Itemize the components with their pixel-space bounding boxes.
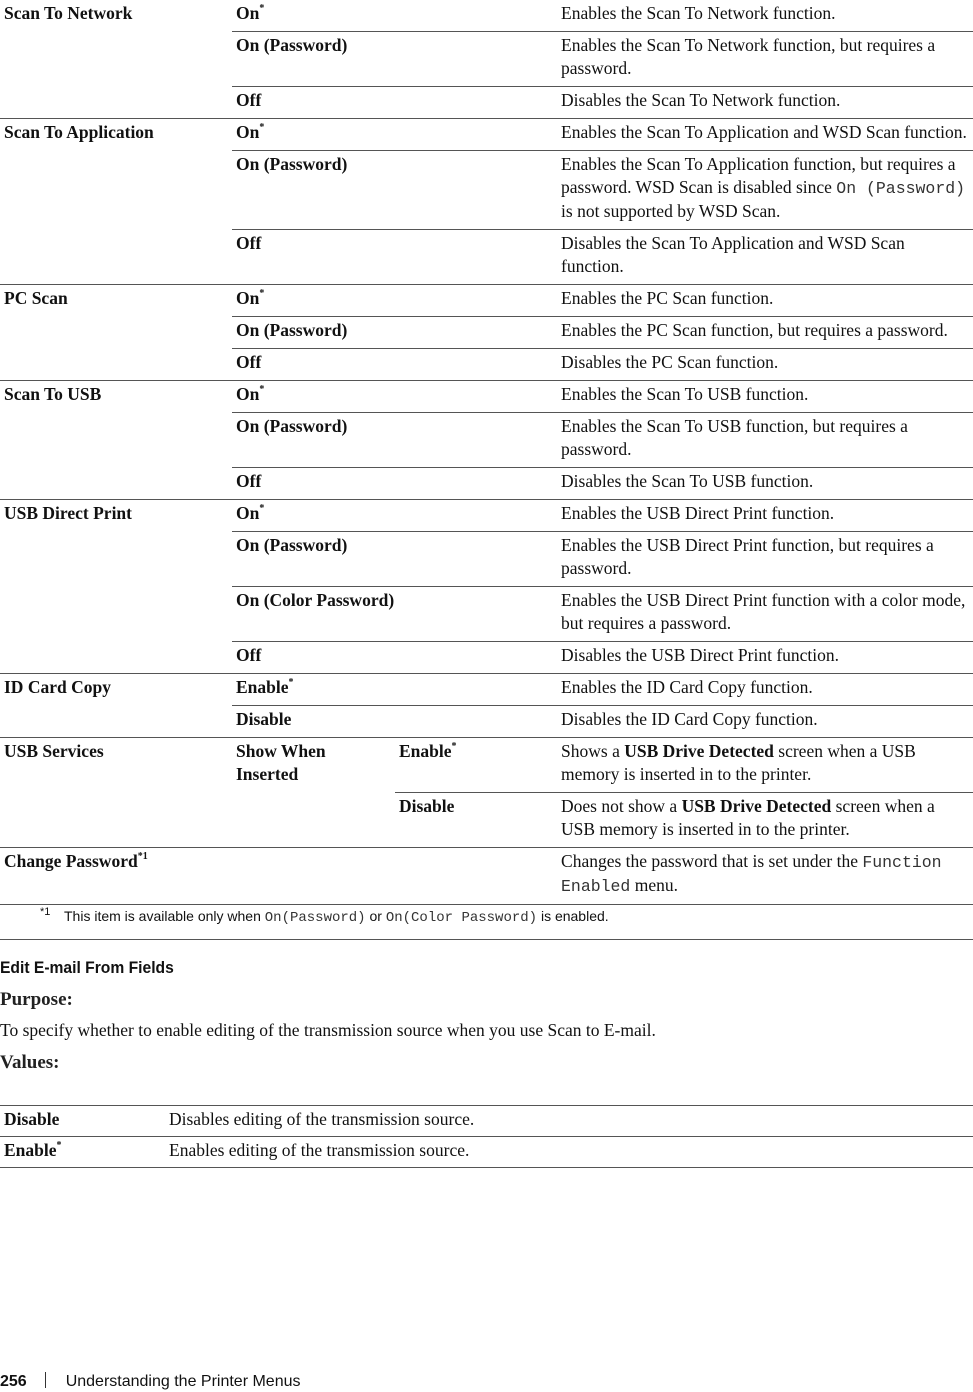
setting-cell: Off <box>232 230 557 285</box>
table-row <box>0 500 973 532</box>
values-heading: Values: <box>0 1052 60 1073</box>
setting-cell: Off <box>232 468 557 500</box>
description-cell: Enables the USB Direct Print function, but requires a password. <box>557 532 973 587</box>
item-pc-scan: PC Scan <box>0 285 232 381</box>
setting-cell: On (Color Password) <box>232 587 557 642</box>
description-cell: Enables the Scan To USB function. <box>557 381 973 413</box>
description-cell: Enables the PC Scan function, but requires a password. <box>557 317 973 349</box>
sub-setting-cell: Enable* <box>395 738 557 793</box>
setting-cell: On (Password) <box>232 413 557 468</box>
footer-divider <box>45 1372 46 1388</box>
description-cell: Disables the USB Direct Print function. <box>557 642 973 674</box>
setting-cell: On* <box>232 381 557 413</box>
table-row <box>0 848 973 905</box>
table-row <box>0 381 973 413</box>
footer-title: Understanding the Printer Menus <box>65 1373 301 1390</box>
table-row <box>0 738 973 793</box>
setting-cell: On* <box>232 119 557 151</box>
purpose-heading: Purpose: <box>0 989 73 1010</box>
setting-cell: Off <box>232 87 557 119</box>
setting-cell: Off <box>232 349 557 381</box>
setting-cell: On (Password) <box>232 151 557 230</box>
description-cell: Disables the ID Card Copy function. <box>557 706 973 738</box>
description-cell: Disables the Scan To Application and WSD Scan function. <box>557 230 973 285</box>
description-cell: Enables the PC Scan function. <box>557 285 973 317</box>
setting-cell: On (Password) <box>232 32 557 87</box>
item-id-card-copy: ID Card Copy <box>0 674 232 738</box>
description-cell: Shows a USB Drive Detected screen when a USB memory is inserted in to the printer. <box>557 738 973 793</box>
page-footer <box>0 1372 301 1391</box>
description-cell: Enables the Scan To Application function, but requires a password. WSD Scan is disabled since On (Password) is not supported by WSD Scan. <box>557 151 973 230</box>
value-description: Enables editing of the transmission source. <box>165 1137 973 1168</box>
description-cell: Disables the Scan To USB function. <box>557 468 973 500</box>
setting-cell: Off <box>232 642 557 674</box>
setting-cell: On* <box>232 500 557 532</box>
page-number: 256 <box>0 1373 27 1390</box>
description-cell: Enables the USB Direct Print function with a color mode, but requires a password. <box>557 587 973 642</box>
table-row <box>0 1137 973 1168</box>
description-cell: Enables the USB Direct Print function. <box>557 500 973 532</box>
setting-cell: On (Password) <box>232 317 557 349</box>
description-cell: Changes the password that is set under the Function Enabled menu. <box>557 848 973 905</box>
description-cell: Enables the ID Card Copy function. <box>557 674 973 706</box>
description-cell: Enables the Scan To Application and WSD Scan function. <box>557 119 973 151</box>
description-cell: Enables the Scan To Network function, but requires a password. <box>557 32 973 87</box>
table-row <box>0 285 973 317</box>
table-row <box>0 674 973 706</box>
setting-cell: On* <box>232 285 557 317</box>
description-cell: Enables the Scan To Network function. <box>561 3 836 23</box>
item-scan-to-usb: Scan To USB <box>0 381 232 500</box>
footnote-mark: *1 <box>40 906 51 918</box>
section-title: Edit E-mail From Fields <box>0 958 174 977</box>
purpose-text: To specify whether to enable editing of the transmission source when you use Scan to E-mail. <box>0 1020 656 1040</box>
description-cell: Disables the PC Scan function. <box>557 349 973 381</box>
setting-cell: Show When Inserted <box>232 738 395 848</box>
description-cell: Does not show a USB Drive Detected screen when a USB memory is inserted in to the printer. <box>557 793 973 848</box>
table-row <box>0 0 973 32</box>
setting-cell: Disable <box>232 706 557 738</box>
table-footnote: *1 This item is available only when On(Password) or On(Color Password) is enabled. <box>0 905 973 940</box>
item-usb-services: USB Services <box>0 738 232 848</box>
table-row <box>0 1106 973 1137</box>
description-cell: Enables the Scan To USB function, but requires a password. <box>557 413 973 468</box>
table-row <box>0 119 973 151</box>
setting-cell: On* <box>236 3 265 23</box>
item-scan-to-application: Scan To Application <box>0 119 232 285</box>
item-change-password: Change Password$^{*1}$ <box>0 848 557 905</box>
setting-cell: Enable* <box>232 674 557 706</box>
value-description: Disables editing of the transmission source. <box>165 1106 973 1137</box>
item-usb-direct-print: USB Direct Print <box>0 500 232 674</box>
description-cell: Disables the Scan To Network function. <box>557 87 973 119</box>
values-table <box>0 1105 973 1168</box>
value-label: Enable* <box>0 1137 165 1168</box>
item-scan-to-network: Scan To Network <box>4 3 133 23</box>
setting-cell: On (Password) <box>232 532 557 587</box>
value-label: Disable <box>0 1106 165 1137</box>
sub-setting-cell: Disable <box>395 793 557 848</box>
